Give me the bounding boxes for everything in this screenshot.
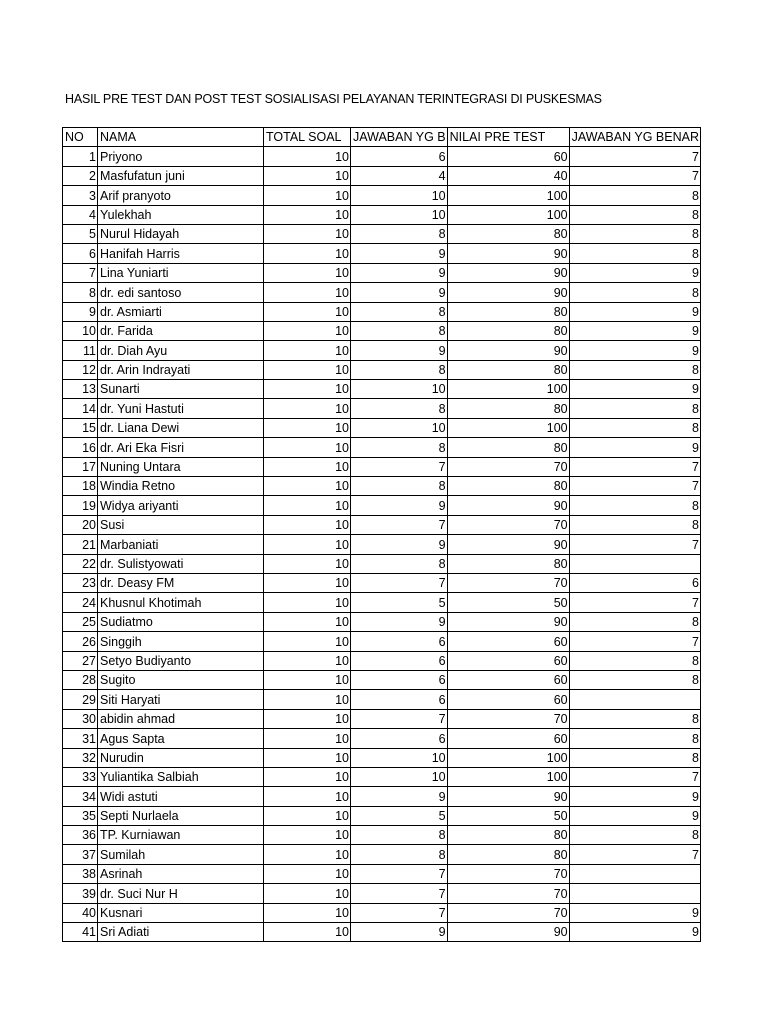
cell-nama: Lina Yuniarti bbox=[98, 263, 264, 282]
table-row bbox=[63, 418, 701, 437]
cell-jawaban-yg-b: 8 bbox=[351, 302, 448, 321]
cell-jawaban-yg-b: 7 bbox=[351, 864, 448, 883]
results-table bbox=[62, 127, 701, 942]
cell-nama: Widi astuti bbox=[98, 787, 264, 806]
cell-jawaban-yg-b: 6 bbox=[351, 632, 448, 651]
table-row bbox=[63, 457, 701, 476]
cell-nama: dr. Farida bbox=[98, 321, 264, 340]
cell-jawaban-yg-b: 9 bbox=[351, 283, 448, 302]
cell-jawaban-yg-b: 10 bbox=[351, 205, 448, 224]
cell-jawaban-yg-b: 6 bbox=[351, 729, 448, 748]
cell-jawaban-yg-benar: 7 bbox=[569, 147, 700, 166]
cell-nilai-pre-test: 60 bbox=[447, 690, 569, 709]
cell-jawaban-yg-b: 8 bbox=[351, 554, 448, 573]
table-row bbox=[63, 806, 701, 825]
cell-jawaban-yg-b: 8 bbox=[351, 321, 448, 340]
cell-nilai-pre-test: 100 bbox=[447, 418, 569, 437]
table-row bbox=[63, 903, 701, 922]
cell-nilai-pre-test: 80 bbox=[447, 826, 569, 845]
cell-nama: dr. Suci Nur H bbox=[98, 884, 264, 903]
cell-total-soal: 10 bbox=[264, 360, 351, 379]
cell-total-soal: 10 bbox=[264, 147, 351, 166]
cell-total-soal: 10 bbox=[264, 651, 351, 670]
cell-jawaban-yg-b: 7 bbox=[351, 903, 448, 922]
cell-nama: Kusnari bbox=[98, 903, 264, 922]
cell-jawaban-yg-benar: 7 bbox=[569, 457, 700, 476]
cell-total-soal: 10 bbox=[264, 263, 351, 282]
cell-nilai-pre-test: 70 bbox=[447, 903, 569, 922]
cell-jawaban-yg-benar: 9 bbox=[569, 806, 700, 825]
cell-total-soal: 10 bbox=[264, 767, 351, 786]
cell-nilai-pre-test: 60 bbox=[447, 651, 569, 670]
cell-no: 9 bbox=[63, 302, 98, 321]
cell-jawaban-yg-b: 8 bbox=[351, 360, 448, 379]
cell-total-soal: 10 bbox=[264, 593, 351, 612]
document-title: HASIL PRE TEST DAN POST TEST SOSIALISASI PELAYANAN TERINTEGRASI DI PUSKESMAS bbox=[65, 92, 602, 106]
cell-nilai-pre-test: 80 bbox=[447, 360, 569, 379]
cell-nilai-pre-test: 100 bbox=[447, 767, 569, 786]
cell-jawaban-yg-benar: 6 bbox=[569, 573, 700, 592]
cell-no: 7 bbox=[63, 263, 98, 282]
cell-total-soal: 10 bbox=[264, 690, 351, 709]
table-row bbox=[63, 341, 701, 360]
cell-nama: Marbaniati bbox=[98, 535, 264, 554]
cell-nilai-pre-test: 80 bbox=[447, 224, 569, 243]
cell-nilai-pre-test: 60 bbox=[447, 729, 569, 748]
cell-total-soal: 10 bbox=[264, 632, 351, 651]
table-row bbox=[63, 263, 701, 282]
cell-total-soal: 10 bbox=[264, 244, 351, 263]
cell-no: 38 bbox=[63, 864, 98, 883]
cell-nama: dr. Diah Ayu bbox=[98, 341, 264, 360]
cell-total-soal: 10 bbox=[264, 302, 351, 321]
table-row bbox=[63, 826, 701, 845]
cell-jawaban-yg-b: 9 bbox=[351, 923, 448, 942]
table-row bbox=[63, 205, 701, 224]
cell-total-soal: 10 bbox=[264, 612, 351, 631]
cell-total-soal: 10 bbox=[264, 864, 351, 883]
table-row bbox=[63, 690, 701, 709]
cell-jawaban-yg-b: 6 bbox=[351, 651, 448, 670]
cell-jawaban-yg-benar: 9 bbox=[569, 438, 700, 457]
cell-no: 3 bbox=[63, 186, 98, 205]
cell-no: 24 bbox=[63, 593, 98, 612]
cell-jawaban-yg-b: 8 bbox=[351, 438, 448, 457]
cell-jawaban-yg-b: 9 bbox=[351, 341, 448, 360]
cell-nama: Priyono bbox=[98, 147, 264, 166]
cell-jawaban-yg-benar: 9 bbox=[569, 380, 700, 399]
cell-no: 17 bbox=[63, 457, 98, 476]
cell-jawaban-yg-benar: 7 bbox=[569, 632, 700, 651]
cell-nama: Singgih bbox=[98, 632, 264, 651]
cell-total-soal: 10 bbox=[264, 573, 351, 592]
cell-jawaban-yg-b: 9 bbox=[351, 263, 448, 282]
table-row bbox=[63, 554, 701, 573]
table-row bbox=[63, 748, 701, 767]
table-row bbox=[63, 845, 701, 864]
cell-jawaban-yg-benar: 9 bbox=[569, 787, 700, 806]
table-row bbox=[63, 535, 701, 554]
cell-no: 33 bbox=[63, 767, 98, 786]
cell-no: 23 bbox=[63, 573, 98, 592]
cell-nama: Masfufatun juni bbox=[98, 166, 264, 185]
cell-no: 18 bbox=[63, 477, 98, 496]
cell-total-soal: 10 bbox=[264, 787, 351, 806]
cell-nilai-pre-test: 100 bbox=[447, 186, 569, 205]
header-nilai-pre-test: NILAI PRE TEST bbox=[447, 128, 569, 147]
cell-nama: Yulekhah bbox=[98, 205, 264, 224]
cell-nama: dr. Liana Dewi bbox=[98, 418, 264, 437]
cell-nilai-pre-test: 80 bbox=[447, 302, 569, 321]
cell-nama: Hanifah Harris bbox=[98, 244, 264, 263]
cell-jawaban-yg-b: 7 bbox=[351, 457, 448, 476]
cell-total-soal: 10 bbox=[264, 205, 351, 224]
cell-no: 16 bbox=[63, 438, 98, 457]
cell-jawaban-yg-benar: 7 bbox=[569, 593, 700, 612]
cell-no: 20 bbox=[63, 515, 98, 534]
cell-no: 10 bbox=[63, 321, 98, 340]
header-no: NO bbox=[63, 128, 98, 147]
cell-jawaban-yg-benar: 8 bbox=[569, 826, 700, 845]
cell-jawaban-yg-b: 6 bbox=[351, 670, 448, 689]
cell-jawaban-yg-benar bbox=[569, 690, 700, 709]
cell-no: 14 bbox=[63, 399, 98, 418]
cell-nama: Yuliantika Salbiah bbox=[98, 767, 264, 786]
cell-jawaban-yg-benar: 9 bbox=[569, 341, 700, 360]
cell-jawaban-yg-benar bbox=[569, 864, 700, 883]
table-row bbox=[63, 166, 701, 185]
cell-nama: abidin ahmad bbox=[98, 709, 264, 728]
cell-jawaban-yg-b: 9 bbox=[351, 244, 448, 263]
cell-no: 37 bbox=[63, 845, 98, 864]
cell-nama: Setyo Budiyanto bbox=[98, 651, 264, 670]
cell-nilai-pre-test: 60 bbox=[447, 670, 569, 689]
cell-nilai-pre-test: 70 bbox=[447, 884, 569, 903]
cell-jawaban-yg-benar: 8 bbox=[569, 515, 700, 534]
cell-jawaban-yg-b: 6 bbox=[351, 690, 448, 709]
cell-nilai-pre-test: 100 bbox=[447, 380, 569, 399]
cell-nama: Arif pranyoto bbox=[98, 186, 264, 205]
cell-nama: Siti Haryati bbox=[98, 690, 264, 709]
cell-total-soal: 10 bbox=[264, 884, 351, 903]
header-row bbox=[63, 128, 701, 147]
cell-no: 13 bbox=[63, 380, 98, 399]
cell-nama: Sri Adiati bbox=[98, 923, 264, 942]
cell-nama: dr. Arin Indrayati bbox=[98, 360, 264, 379]
cell-jawaban-yg-benar: 9 bbox=[569, 263, 700, 282]
cell-nama: Widya ariyanti bbox=[98, 496, 264, 515]
cell-total-soal: 10 bbox=[264, 380, 351, 399]
cell-no: 25 bbox=[63, 612, 98, 631]
table-row bbox=[63, 477, 701, 496]
cell-total-soal: 10 bbox=[264, 923, 351, 942]
cell-nama: Nurudin bbox=[98, 748, 264, 767]
cell-jawaban-yg-b: 10 bbox=[351, 748, 448, 767]
table-row bbox=[63, 186, 701, 205]
table-row bbox=[63, 632, 701, 651]
cell-nilai-pre-test: 80 bbox=[447, 399, 569, 418]
cell-jawaban-yg-b: 10 bbox=[351, 186, 448, 205]
cell-nama: Sumilah bbox=[98, 845, 264, 864]
cell-nilai-pre-test: 80 bbox=[447, 554, 569, 573]
cell-no: 12 bbox=[63, 360, 98, 379]
cell-jawaban-yg-benar: 8 bbox=[569, 612, 700, 631]
cell-nama: dr. Sulistyowati bbox=[98, 554, 264, 573]
cell-jawaban-yg-b: 10 bbox=[351, 380, 448, 399]
cell-total-soal: 10 bbox=[264, 477, 351, 496]
cell-jawaban-yg-benar: 9 bbox=[569, 321, 700, 340]
cell-jawaban-yg-benar: 8 bbox=[569, 496, 700, 515]
cell-no: 8 bbox=[63, 283, 98, 302]
table-row bbox=[63, 244, 701, 263]
cell-nilai-pre-test: 50 bbox=[447, 806, 569, 825]
table-row bbox=[63, 224, 701, 243]
cell-jawaban-yg-benar: 7 bbox=[569, 845, 700, 864]
cell-nilai-pre-test: 90 bbox=[447, 923, 569, 942]
cell-jawaban-yg-benar: 7 bbox=[569, 535, 700, 554]
table-row bbox=[63, 884, 701, 903]
cell-no: 35 bbox=[63, 806, 98, 825]
header-nama: NAMA bbox=[98, 128, 264, 147]
cell-total-soal: 10 bbox=[264, 224, 351, 243]
cell-total-soal: 10 bbox=[264, 515, 351, 534]
table-row bbox=[63, 399, 701, 418]
cell-total-soal: 10 bbox=[264, 806, 351, 825]
cell-nilai-pre-test: 90 bbox=[447, 496, 569, 515]
cell-jawaban-yg-benar: 8 bbox=[569, 418, 700, 437]
cell-nilai-pre-test: 70 bbox=[447, 515, 569, 534]
cell-nilai-pre-test: 90 bbox=[447, 341, 569, 360]
table-row bbox=[63, 767, 701, 786]
cell-total-soal: 10 bbox=[264, 418, 351, 437]
table-row bbox=[63, 147, 701, 166]
cell-jawaban-yg-benar: 9 bbox=[569, 903, 700, 922]
table-row bbox=[63, 612, 701, 631]
cell-nama: Septi Nurlaela bbox=[98, 806, 264, 825]
table-row bbox=[63, 593, 701, 612]
cell-nilai-pre-test: 60 bbox=[447, 632, 569, 651]
cell-no: 11 bbox=[63, 341, 98, 360]
cell-no: 4 bbox=[63, 205, 98, 224]
cell-jawaban-yg-benar: 7 bbox=[569, 166, 700, 185]
cell-total-soal: 10 bbox=[264, 748, 351, 767]
cell-nama: TP. Kurniawan bbox=[98, 826, 264, 845]
cell-nama: Sudiatmo bbox=[98, 612, 264, 631]
cell-total-soal: 10 bbox=[264, 496, 351, 515]
table-row bbox=[63, 864, 701, 883]
cell-jawaban-yg-b: 4 bbox=[351, 166, 448, 185]
cell-no: 15 bbox=[63, 418, 98, 437]
cell-no: 1 bbox=[63, 147, 98, 166]
cell-jawaban-yg-benar: 8 bbox=[569, 748, 700, 767]
cell-nilai-pre-test: 80 bbox=[447, 321, 569, 340]
cell-no: 31 bbox=[63, 729, 98, 748]
table-row bbox=[63, 380, 701, 399]
cell-nilai-pre-test: 40 bbox=[447, 166, 569, 185]
cell-jawaban-yg-benar: 8 bbox=[569, 283, 700, 302]
cell-nilai-pre-test: 90 bbox=[447, 283, 569, 302]
cell-jawaban-yg-b: 10 bbox=[351, 767, 448, 786]
cell-jawaban-yg-b: 8 bbox=[351, 845, 448, 864]
cell-nilai-pre-test: 100 bbox=[447, 748, 569, 767]
cell-jawaban-yg-b: 7 bbox=[351, 709, 448, 728]
table-row bbox=[63, 729, 701, 748]
cell-nama: dr. Deasy FM bbox=[98, 573, 264, 592]
cell-jawaban-yg-benar: 8 bbox=[569, 186, 700, 205]
table-row bbox=[63, 438, 701, 457]
cell-jawaban-yg-benar: 8 bbox=[569, 224, 700, 243]
cell-no: 28 bbox=[63, 670, 98, 689]
header-jawaban-yg-benar: JAWABAN YG BENAR bbox=[569, 128, 700, 147]
cell-no: 39 bbox=[63, 884, 98, 903]
cell-jawaban-yg-b: 8 bbox=[351, 399, 448, 418]
cell-nilai-pre-test: 80 bbox=[447, 477, 569, 496]
cell-no: 30 bbox=[63, 709, 98, 728]
cell-nilai-pre-test: 70 bbox=[447, 573, 569, 592]
cell-nama: dr. Yuni Hastuti bbox=[98, 399, 264, 418]
header-jawaban-yg-b: JAWABAN YG B bbox=[351, 128, 448, 147]
cell-nama: Nuning Untara bbox=[98, 457, 264, 476]
table-row bbox=[63, 321, 701, 340]
cell-no: 32 bbox=[63, 748, 98, 767]
cell-nilai-pre-test: 90 bbox=[447, 535, 569, 554]
table-row bbox=[63, 923, 701, 942]
cell-total-soal: 10 bbox=[264, 166, 351, 185]
cell-jawaban-yg-benar: 7 bbox=[569, 767, 700, 786]
cell-no: 26 bbox=[63, 632, 98, 651]
cell-jawaban-yg-b: 10 bbox=[351, 418, 448, 437]
cell-total-soal: 10 bbox=[264, 709, 351, 728]
cell-total-soal: 10 bbox=[264, 321, 351, 340]
header-total-soal: TOTAL SOAL bbox=[264, 128, 351, 147]
table-row bbox=[63, 360, 701, 379]
cell-nilai-pre-test: 90 bbox=[447, 244, 569, 263]
cell-total-soal: 10 bbox=[264, 670, 351, 689]
cell-nama: dr. Asmiarti bbox=[98, 302, 264, 321]
cell-nama: Agus Sapta bbox=[98, 729, 264, 748]
cell-no: 40 bbox=[63, 903, 98, 922]
cell-jawaban-yg-benar: 9 bbox=[569, 923, 700, 942]
cell-total-soal: 10 bbox=[264, 283, 351, 302]
cell-nilai-pre-test: 100 bbox=[447, 205, 569, 224]
cell-nama: Nurul Hidayah bbox=[98, 224, 264, 243]
cell-jawaban-yg-b: 9 bbox=[351, 496, 448, 515]
cell-jawaban-yg-benar: 9 bbox=[569, 302, 700, 321]
cell-nama: Khusnul Khotimah bbox=[98, 593, 264, 612]
cell-jawaban-yg-b: 5 bbox=[351, 593, 448, 612]
cell-jawaban-yg-benar bbox=[569, 884, 700, 903]
cell-jawaban-yg-benar: 8 bbox=[569, 399, 700, 418]
cell-jawaban-yg-b: 9 bbox=[351, 787, 448, 806]
cell-jawaban-yg-b: 9 bbox=[351, 535, 448, 554]
cell-nama: dr. edi santoso bbox=[98, 283, 264, 302]
cell-jawaban-yg-b: 7 bbox=[351, 884, 448, 903]
cell-nilai-pre-test: 90 bbox=[447, 787, 569, 806]
table-row bbox=[63, 573, 701, 592]
cell-total-soal: 10 bbox=[264, 457, 351, 476]
cell-nilai-pre-test: 60 bbox=[447, 147, 569, 166]
cell-jawaban-yg-benar: 7 bbox=[569, 477, 700, 496]
cell-nilai-pre-test: 50 bbox=[447, 593, 569, 612]
table-row bbox=[63, 283, 701, 302]
cell-nama: Sugito bbox=[98, 670, 264, 689]
cell-no: 41 bbox=[63, 923, 98, 942]
cell-jawaban-yg-b: 8 bbox=[351, 224, 448, 243]
cell-no: 27 bbox=[63, 651, 98, 670]
table-row bbox=[63, 787, 701, 806]
cell-jawaban-yg-benar: 8 bbox=[569, 670, 700, 689]
cell-total-soal: 10 bbox=[264, 341, 351, 360]
cell-nilai-pre-test: 80 bbox=[447, 845, 569, 864]
cell-nama: Sunarti bbox=[98, 380, 264, 399]
cell-nilai-pre-test: 70 bbox=[447, 864, 569, 883]
table-row bbox=[63, 302, 701, 321]
cell-jawaban-yg-b: 9 bbox=[351, 612, 448, 631]
cell-jawaban-yg-benar: 8 bbox=[569, 729, 700, 748]
cell-total-soal: 10 bbox=[264, 438, 351, 457]
cell-total-soal: 10 bbox=[264, 535, 351, 554]
cell-jawaban-yg-b: 6 bbox=[351, 147, 448, 166]
cell-jawaban-yg-benar: 8 bbox=[569, 651, 700, 670]
cell-nilai-pre-test: 80 bbox=[447, 438, 569, 457]
cell-nama: dr. Ari Eka Fisri bbox=[98, 438, 264, 457]
cell-nilai-pre-test: 90 bbox=[447, 263, 569, 282]
cell-jawaban-yg-benar: 8 bbox=[569, 709, 700, 728]
cell-jawaban-yg-benar: 8 bbox=[569, 360, 700, 379]
cell-no: 5 bbox=[63, 224, 98, 243]
cell-total-soal: 10 bbox=[264, 845, 351, 864]
cell-total-soal: 10 bbox=[264, 554, 351, 573]
cell-nama: Asrinah bbox=[98, 864, 264, 883]
cell-no: 34 bbox=[63, 787, 98, 806]
cell-no: 29 bbox=[63, 690, 98, 709]
cell-jawaban-yg-b: 8 bbox=[351, 826, 448, 845]
table-row bbox=[63, 651, 701, 670]
cell-no: 6 bbox=[63, 244, 98, 263]
table-row bbox=[63, 670, 701, 689]
cell-total-soal: 10 bbox=[264, 399, 351, 418]
cell-jawaban-yg-b: 8 bbox=[351, 477, 448, 496]
cell-jawaban-yg-benar: 8 bbox=[569, 205, 700, 224]
cell-jawaban-yg-b: 7 bbox=[351, 573, 448, 592]
cell-jawaban-yg-b: 5 bbox=[351, 806, 448, 825]
cell-no: 2 bbox=[63, 166, 98, 185]
cell-total-soal: 10 bbox=[264, 186, 351, 205]
cell-no: 21 bbox=[63, 535, 98, 554]
cell-total-soal: 10 bbox=[264, 826, 351, 845]
cell-nilai-pre-test: 70 bbox=[447, 457, 569, 476]
table-row bbox=[63, 515, 701, 534]
table-row bbox=[63, 496, 701, 515]
cell-no: 36 bbox=[63, 826, 98, 845]
cell-jawaban-yg-b: 7 bbox=[351, 515, 448, 534]
cell-jawaban-yg-benar: 8 bbox=[569, 244, 700, 263]
cell-nama: Susi bbox=[98, 515, 264, 534]
cell-total-soal: 10 bbox=[264, 903, 351, 922]
table-row bbox=[63, 709, 701, 728]
cell-nilai-pre-test: 70 bbox=[447, 709, 569, 728]
cell-no: 22 bbox=[63, 554, 98, 573]
cell-total-soal: 10 bbox=[264, 729, 351, 748]
cell-nama: Windia Retno bbox=[98, 477, 264, 496]
cell-jawaban-yg-benar bbox=[569, 554, 700, 573]
cell-nilai-pre-test: 90 bbox=[447, 612, 569, 631]
cell-no: 19 bbox=[63, 496, 98, 515]
